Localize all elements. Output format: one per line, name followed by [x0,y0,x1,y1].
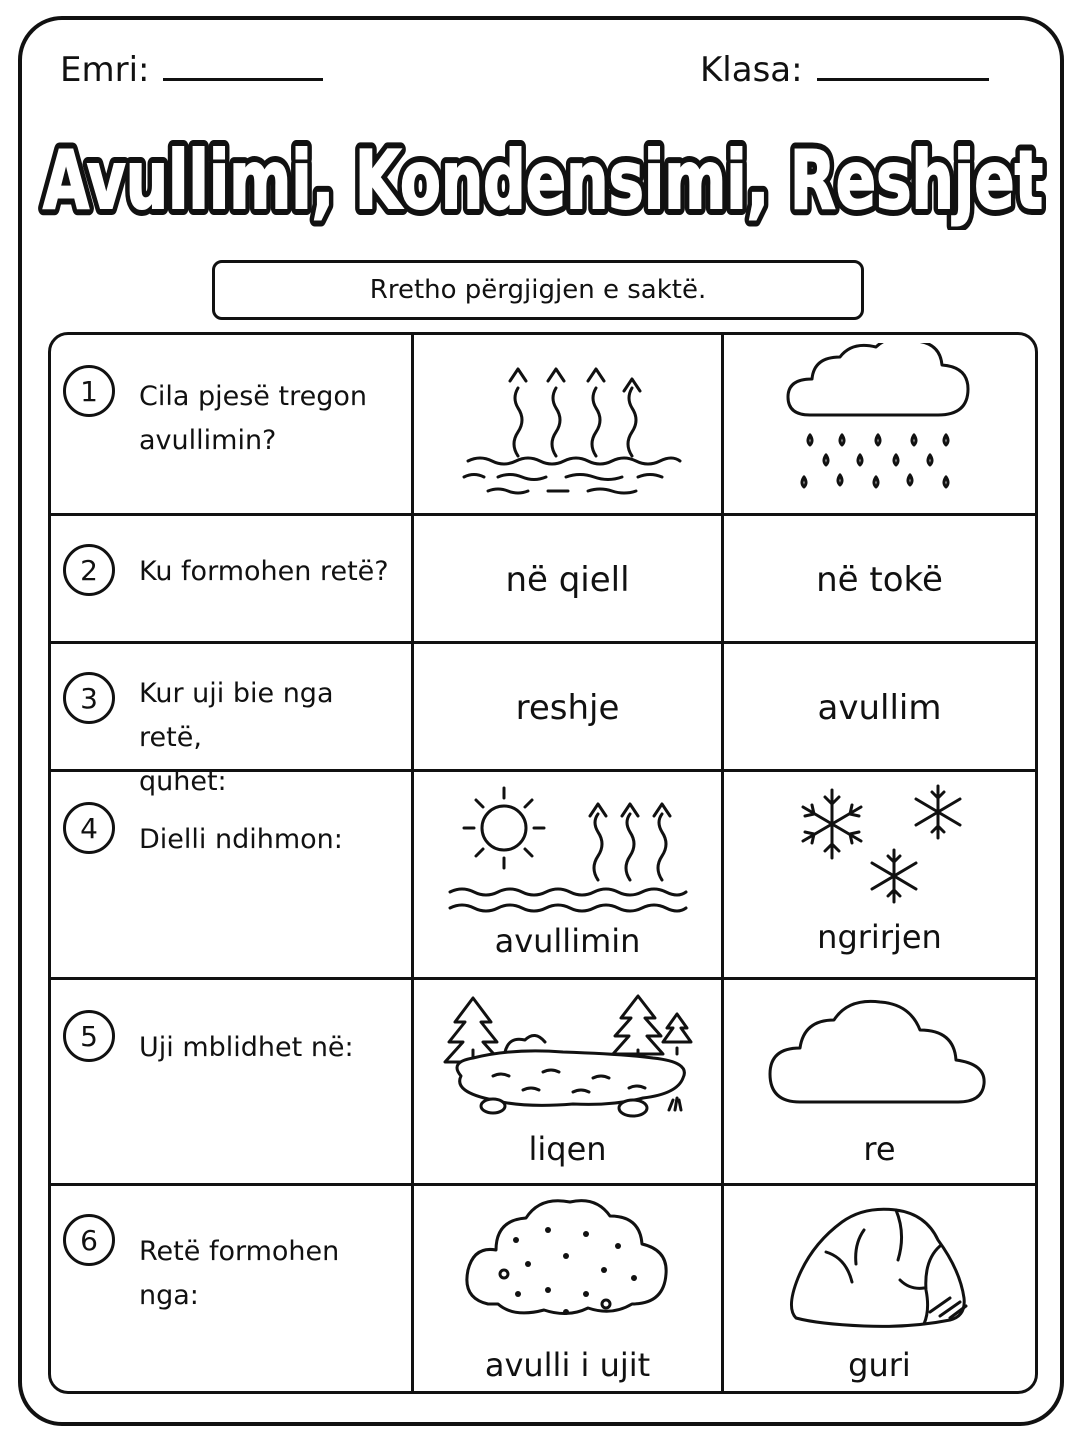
instruction-box [212,260,864,320]
answer-1-b[interactable] [721,335,1035,513]
name-label: Emri: [60,50,150,90]
rock-icon [780,1200,980,1330]
answer-2-a[interactable] [411,516,721,641]
question-text-1: Cila pjesë tregon avullimin? [139,381,367,456]
answer-3-b-text: avullim [817,688,942,728]
rain-cloud-icon [780,343,980,503]
question-cell-6 [51,1186,411,1394]
question-text-5: Uji mblidhet në: [139,1032,354,1063]
answer-4-a-text: avullimin [494,922,641,960]
answer-3-a-text: reshje [515,688,620,728]
question-cell-4 [51,772,411,977]
answer-4-a[interactable] [411,772,721,977]
answer-6-b[interactable] [721,1186,1035,1394]
class-field [700,50,989,90]
question-row-3 [51,641,1035,797]
answer-5-a[interactable] [411,980,721,1183]
class-blank-line[interactable] [817,50,989,81]
answer-2-b-text: në tokë [816,560,943,600]
answer-6-a-text: avulli i ujit [484,1346,651,1384]
question-text-6: Retë formohen nga: [139,1236,340,1311]
question-number-2: 2 [63,544,115,596]
name-blank-line[interactable] [163,50,323,81]
name-field [60,50,323,90]
question-number-6: 6 [63,1214,115,1266]
cloud-icon [760,994,1000,1114]
answer-2-a-text: në qiell [505,560,630,600]
question-cell-3 [51,644,411,797]
question-row-1 [51,335,1035,513]
page-title-outline: Avullimi, Kondensimi, Reshjet [43,134,1043,227]
answer-6-a[interactable] [411,1186,721,1394]
page-title [0,120,1086,230]
lake-icon [433,992,703,1122]
snowflakes-icon [780,780,980,910]
question-text-2: Ku formohen retë? [139,556,389,587]
question-row-5 [51,977,1035,1183]
answer-5-b[interactable] [721,980,1035,1183]
question-row-6 [51,1183,1035,1394]
answer-5-b-text: re [863,1130,896,1168]
question-number-3: 3 [63,672,115,724]
question-number-4: 4 [63,802,115,854]
question-table [48,332,1038,1394]
question-cell-1 [51,335,411,513]
instruction-text: Rretho përgjigjen e saktë. [369,275,707,305]
answer-4-b-text: ngrirjen [817,918,942,956]
question-number-1: 1 [63,365,115,417]
question-row-2 [51,513,1035,641]
answer-5-a-text: liqen [528,1130,607,1168]
vapor-cloud-icon [458,1194,678,1334]
class-label: Klasa: [700,50,803,90]
evaporation-icon [448,361,688,496]
question-cell-2 [51,516,411,641]
answer-1-a[interactable] [411,335,721,513]
answer-6-b-text: guri [848,1346,911,1384]
question-row-4 [51,769,1035,977]
question-text-3: Kur uji bie nga retë, quhet: [139,678,334,797]
question-text-4: Dielli ndihmon: [139,824,343,855]
answer-4-b[interactable] [721,772,1035,977]
answer-3-b[interactable] [721,644,1035,769]
answer-2-b[interactable] [721,516,1035,641]
question-number-5: 5 [63,1010,115,1062]
question-cell-5 [51,980,411,1183]
sun-evaporation-icon [438,780,698,920]
answer-3-a[interactable] [411,644,721,769]
page-title-text: Avullimi, Kondensimi, Reshjet [43,134,1043,227]
